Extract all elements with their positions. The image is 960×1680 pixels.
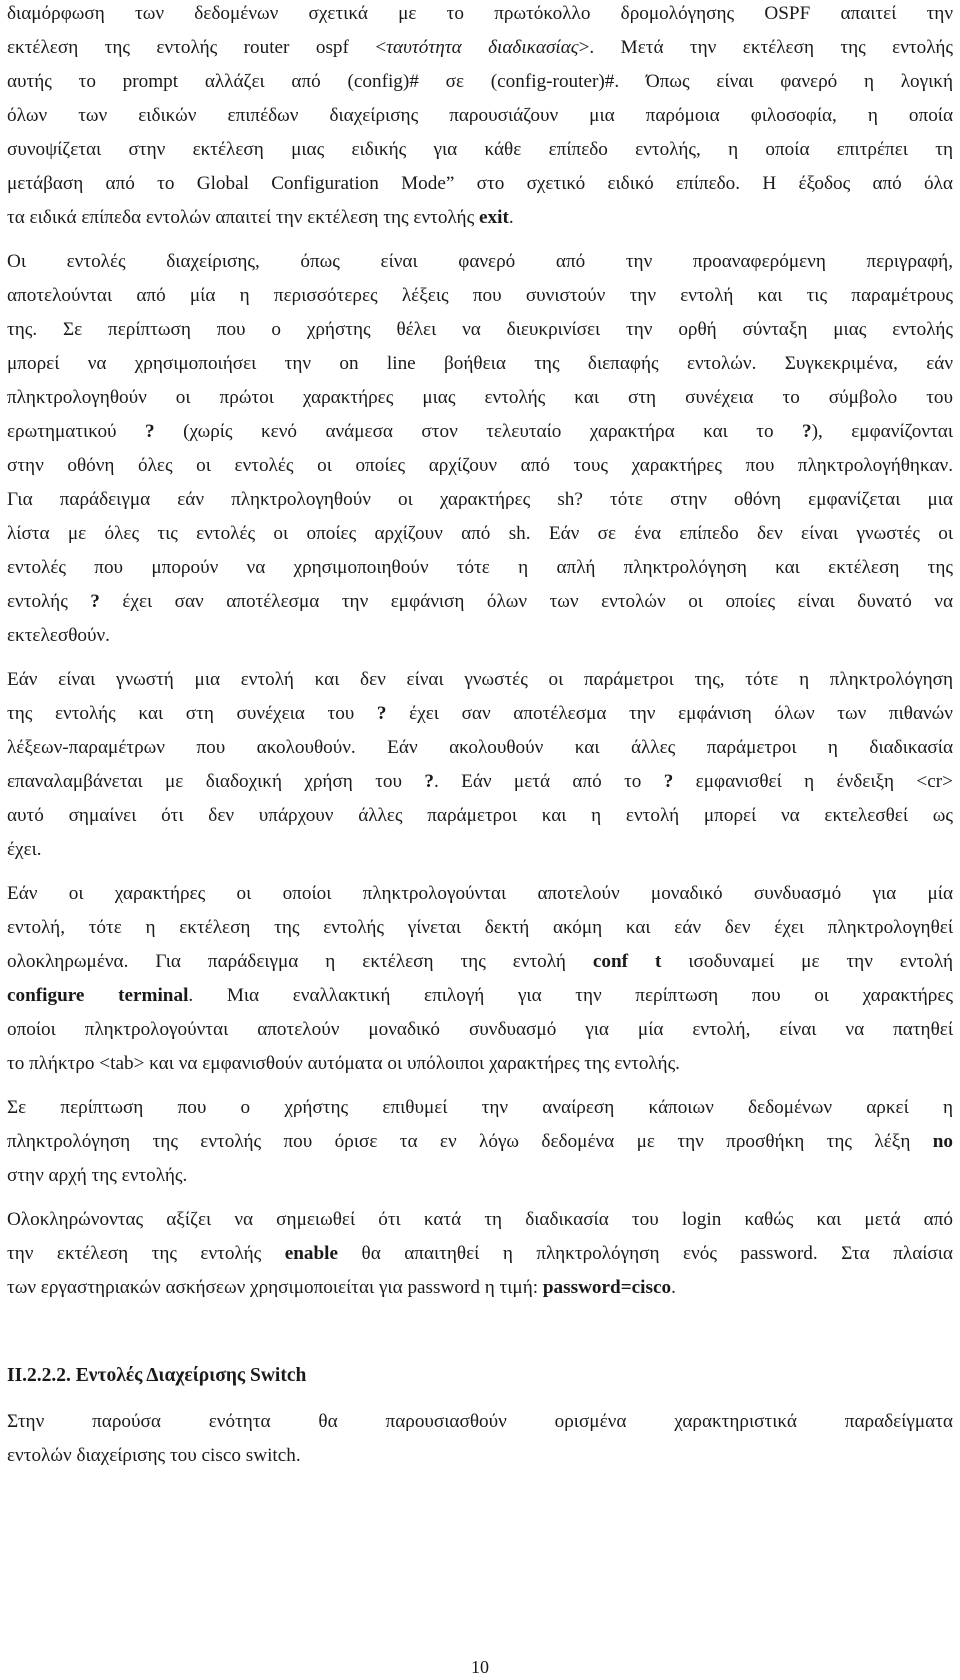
text: αυτής το prompt αλλάζει από (config)# σε (config-router)#. Όπως είναι φανερό η λογική [7, 71, 953, 92]
text: αποτελούνται από μία η περισσότερες λέξεις που συνιστούν την εντολή και τις παραμέτρους [7, 285, 953, 306]
text: >. Μετά την εκτέλεση της εντολής [578, 37, 953, 58]
text: . Μια εναλλακτική επιλογή για την περίπτωση που οι χαρακτήρες [188, 985, 953, 1006]
italic-text: ταυτότητα διαδικασίας [386, 37, 579, 58]
bold-text: ? [90, 591, 100, 612]
paragraph-line [7, 172, 953, 196]
text: αυτό σημαίνει ότι δεν υπάρχουν άλλες παράμετροι και η εντολή μπορεί να εκτελεσθεί ως [7, 805, 953, 826]
text: ερωτηματικού [7, 421, 146, 442]
paragraph-line [7, 1208, 953, 1232]
paragraph-line [7, 838, 953, 862]
paragraph-line [7, 250, 953, 274]
text: ), εμφανίζονται [811, 421, 953, 442]
text: πληκτρολόγηση της εντολής που όρισε τα εν λόγω δεδομένα με την προσθήκη της λέξη [7, 1131, 933, 1152]
paragraph-line [7, 1130, 953, 1154]
text: την εκτέλεση της εντολής [7, 1243, 285, 1264]
text: θα απαιτηθεί η πληκτρολόγηση ενός password. Στα πλαίσια [338, 1243, 953, 1264]
text: (χωρίς κενό ανάμεσα στον τελευταίο χαρακτήρα και το [154, 421, 803, 442]
text: Σε περίπτωση που ο χρήστης επιθυμεί την αναίρεση κάποιων δεδομένων αρκεί η [7, 1097, 953, 1118]
text: . [671, 1277, 676, 1298]
paragraph-line [7, 1242, 953, 1266]
text: Για παράδειγμα εάν πληκτρολογηθούν οι χαρακτήρες [7, 489, 558, 510]
text: Εάν οι χαρακτήρες οι οποίοι πληκτρολογούνται αποτελούν μοναδικό συνδυασμό για μία [7, 883, 953, 904]
bold-text: ? [424, 771, 434, 792]
paragraph-line [7, 736, 953, 760]
paragraph-line [7, 804, 953, 828]
text: εντολή, τότε η εκτέλεση της εντολής γίνεται δεκτή ακόμη και εάν δεν έχει πληκτρολογηθεί [7, 917, 953, 938]
paragraph-line [7, 36, 953, 60]
paragraph-line [7, 1444, 953, 1468]
paragraph-line [7, 950, 953, 974]
bold-text: configure terminal [7, 985, 189, 1006]
paragraph-line [7, 522, 953, 546]
text: . Εάν σε ένα επίπεδο δεν είναι γνωστές οι [525, 523, 953, 544]
text: συνοψίζεται στην εκτέλεση μιας ειδικής για κάθε επίπεδο εντολής, η οποία επιτρέπει τη [7, 139, 953, 160]
paragraph-line [7, 206, 953, 230]
bold-text: password=cisco [542, 1277, 672, 1298]
paragraph-line [7, 702, 953, 726]
section-heading: ΙΙ.2.2.2. Εντολές Διαχείρισης Switch [7, 1365, 307, 1386]
text: εμφανισθεί η ένδειξη <cr> [673, 771, 953, 792]
text: . Εάν μετά από το [433, 771, 664, 792]
text: εκτέλεση της εντολής router ospf < [7, 37, 387, 58]
text: λέξεων-παραμέτρων που ακολουθούν. Εάν ακολουθούν και άλλες παράμετροι η διαδικασία [7, 737, 953, 758]
text: ισοδυναμεί με την εντολή [661, 951, 954, 972]
text: μπορεί να χρησιμοποιήσει την on line βοήθεια της διεπαφής εντολών. Συγκεκριμένα, εάν [7, 353, 953, 374]
text: τότε στην οθόνη εμφανίζεται μια [582, 489, 953, 510]
text: της εντολής και στη συνέχεια του [7, 703, 377, 724]
text: διαμόρφωση των δεδομένων σχετικά με το πρωτόκολλο δρομολόγησης OSPF απαιτεί την [7, 3, 953, 24]
text: της. Σε περίπτωση που ο χρήστης θέλει να διευκρινίσει την ορθή σύνταξη μιας εντολής [7, 319, 953, 340]
paragraph-line [7, 2, 953, 26]
text: οποίοι πληκτρολογούνται αποτελούν μοναδικό συνδυασμό για μία εντολή, είναι να πατηθεί [7, 1019, 953, 1040]
text: τα ειδικά επίπεδα εντολών απαιτεί την εκτέλεση της εντολής [7, 207, 479, 228]
paragraph-line [7, 420, 953, 444]
text: έχει σαν αποτέλεσμα την εμφάνιση όλων των πιθανών [386, 703, 953, 724]
bold-text: enable [284, 1243, 339, 1264]
paragraph-line [7, 138, 953, 162]
paragraph-line [7, 624, 953, 648]
paragraph-line [7, 984, 953, 1008]
paragraph-line [7, 284, 953, 308]
paragraph-line [7, 770, 953, 794]
text: ολοκληρωμένα. Για παράδειγμα η εκτέλεση της εντολή [7, 951, 593, 972]
paragraph-line [7, 352, 953, 376]
text: όλων των ειδικών επιπέδων διαχείρισης παρουσιάζουν μια παρόμοια φιλοσοφία, η οποία [7, 105, 953, 126]
paragraph-line [7, 882, 953, 906]
paragraph-line [7, 1276, 953, 1300]
paragraph-line [7, 916, 953, 940]
paragraph-line [7, 556, 953, 580]
paragraph-line [7, 1052, 953, 1076]
text: εντολές που μπορούν να χρησιμοποιηθούν τότε η απλή πληκτρολόγηση και εκτέλεση της [7, 557, 953, 578]
bold-text: ? [376, 703, 387, 724]
paragraph-line [7, 454, 953, 478]
paragraph-line [7, 590, 953, 614]
text: Εάν είναι γνωστή μια εντολή και δεν είναι γνωστές οι παράμετροι της, τότε η πληκτρολόγηση [7, 669, 953, 690]
text: λίστα με όλες τις εντολές οι οποίες αρχίζουν από [7, 523, 509, 544]
bold-text: ? [663, 771, 674, 792]
paragraph-line [7, 386, 953, 410]
bold-text: ? [802, 421, 812, 442]
paragraph-line [7, 488, 953, 512]
text: sh [508, 523, 526, 544]
bold-text: no [932, 1131, 953, 1152]
paragraph-line [7, 104, 953, 128]
text: Οι εντολές διαχείρισης, όπως είναι φανερό από την προαναφερόμενη περιγραφή, [7, 251, 953, 272]
bold-text: conf t [592, 951, 662, 972]
paragraph-line [7, 1096, 953, 1120]
paragraph-line [7, 318, 953, 342]
text: εντολών διαχείρισης του cisco switch. [7, 1445, 301, 1466]
bold-text: ? [145, 421, 155, 442]
text: . [508, 207, 514, 228]
bold-text: exit [479, 207, 509, 228]
text: πληκτρολογηθούν οι πρώτοι χαρακτήρες μιας εντολής και στη συνέχεια το σύμβολο του [7, 387, 953, 408]
text: Στην παρούσα ενότητα θα παρουσιασθούν ορισμένα χαρακτηριστικά παραδείγματα [7, 1411, 953, 1432]
text: στην αρχή της εντολής. [7, 1165, 188, 1186]
text: εντολής [7, 591, 91, 612]
paragraph-line [7, 1018, 953, 1042]
text: έχει. [7, 839, 42, 860]
text: sh? [557, 489, 583, 510]
page-number: 10 [471, 1657, 489, 1677]
paragraph-line [7, 1164, 953, 1188]
text: έχει σαν αποτέλεσμα την εμφάνιση όλων των εντολών οι οποίες είναι δυνατό να [99, 591, 953, 612]
text: Ολοκληρώνοντας αξίζει να σημειωθεί ότι κατά τη διαδικασία του login καθώς και μετά από [7, 1209, 953, 1230]
paragraph-line [7, 70, 953, 94]
text: μετάβαση από το Global Configuration Mode” στο σχετικό ειδικό επίπεδο. Η έξοδος από όλα [7, 173, 953, 194]
text: των εργαστηριακών ασκήσεων χρησιμοποιείται για password η τιμή: [7, 1277, 543, 1298]
text: το πλήκτρο <tab> και να εμφανισθούν αυτόματα οι υπόλοιποι χαρακτήρες της εντολής. [7, 1053, 680, 1074]
text: επαναλαμβάνεται με διαδοχική χρήση του [7, 771, 425, 792]
paragraph-line [7, 668, 953, 692]
paragraph-line [7, 1410, 953, 1434]
text: στην οθόνη όλες οι εντολές οι οποίες αρχίζουν από τους χαρακτήρες που πληκτρολογήθηκαν. [7, 455, 953, 476]
text: εκτελεσθούν. [7, 625, 110, 646]
